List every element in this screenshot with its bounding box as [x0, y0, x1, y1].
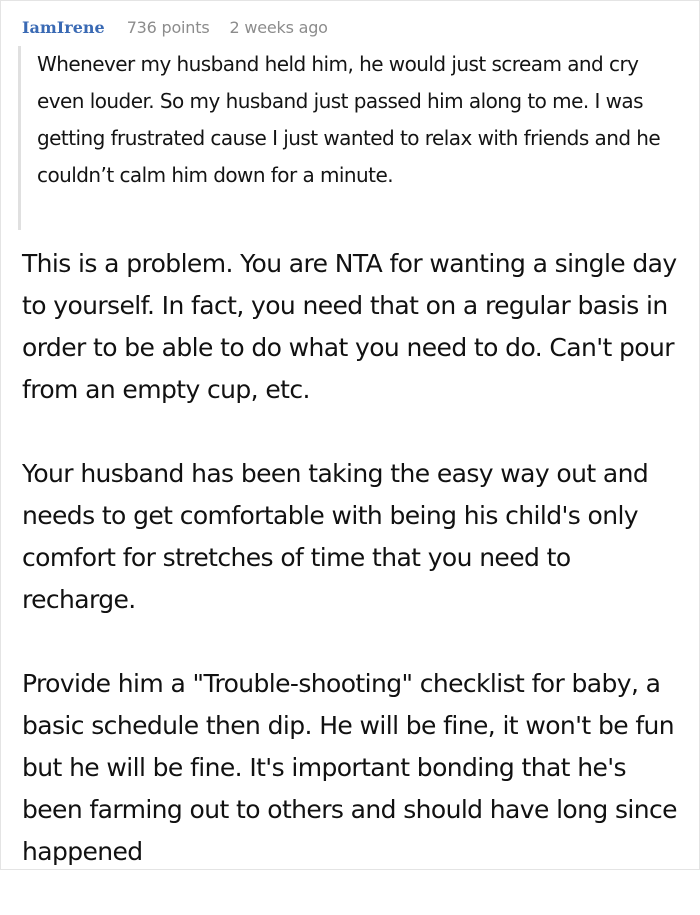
timestamp: 2 weeks ago [229, 18, 328, 37]
quoted-text [18, 46, 668, 230]
comment-meta [22, 18, 328, 42]
comment-body [22, 243, 687, 915]
comment-paragraph: Provide him a "Trouble-shooting" checklist for baby, a basic schedule then dip. He will be fine, it won't be fun but he will be fine. It's important bonding that he's been farming out to others and should have long since happened [22, 669, 677, 866]
points-count: 736 points [126, 18, 210, 37]
username-link[interactable]: IamIrene [22, 18, 105, 37]
quote-paragraph: Whenever my husband held him, he would just scream and cry even louder. So my husband just passed him along to me. I was getting frustrated cause I just wanted to relax with friends and he couldn’t calm him down for a minute. [37, 52, 661, 187]
comment-paragraph: Your husband has been taking the easy way out and needs to get comfortable with being his child's only comfort for stretches of time that you need to recharge. [22, 459, 649, 614]
comment-paragraph: This is a problem. You are NTA for wanting a single day to yourself. In fact, you need that on a regular basis in order to be able to do what you need to do. Can't pour from an empty cup, etc. [22, 249, 677, 404]
